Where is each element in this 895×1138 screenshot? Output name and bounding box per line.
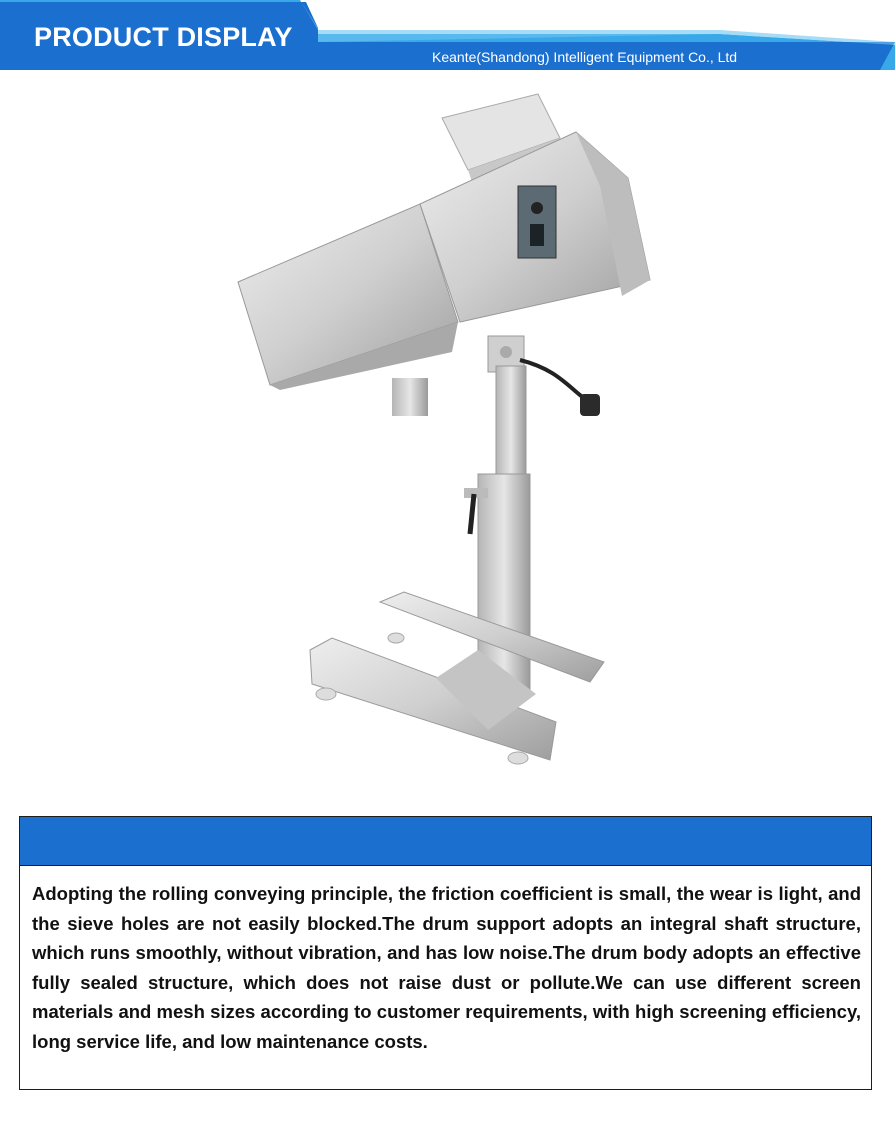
product-description: Adopting the rolling conveying principle, the friction coefficient is small, the wear is light, and the sieve holes are not easily blocked.The drum support adopts an integral shaft structure, which runs smoothly, without vibration, and has low noise.The drum body adopts an effective fully sealed structure, which does not raise dust or pollute.We can use different screen materials and mesh sizes according to customer requirements, with high screening efficiency, long service life, and low maintenance costs.: [32, 883, 861, 1052]
product-photo: [220, 90, 680, 780]
page-title: PRODUCT DISPLAY: [34, 22, 293, 52]
description-header-bar: [20, 817, 871, 866]
description-box: [19, 816, 872, 1090]
company-name: Keante(Shandong) Intelligent Equipment Co., Ltd: [432, 49, 738, 65]
header-banner: [0, 0, 895, 80]
